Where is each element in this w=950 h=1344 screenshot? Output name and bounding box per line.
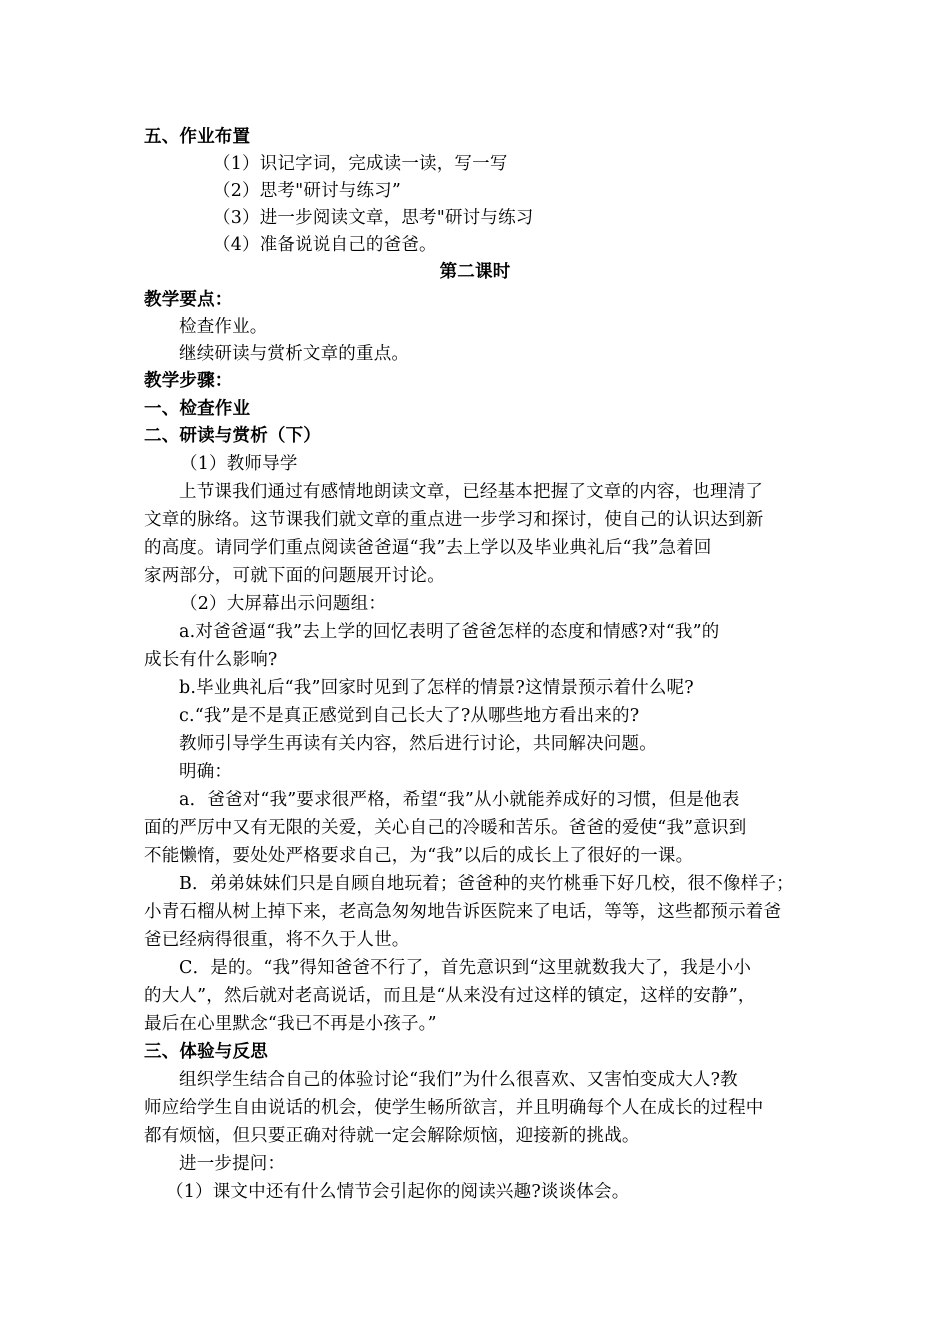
guide-paragraph-line: 上节课我们通过有感情地朗读文章，已经基本把握了文章的内容，也理清了 <box>179 482 764 502</box>
step2-title: 二、研读与赏析（下） <box>144 426 321 446</box>
screen-label: （2）大屏幕出示问题组： <box>180 594 387 614</box>
answer-b-line: B．弟弟妹妹们只是自顾自地玩着；爸爸种的夹竹桃垂下好几校，很不像样子； <box>179 874 794 894</box>
reflection-line: 都有烦恼，但只要正确对待就一定会解除烦恼，迎接新的挑战。 <box>144 1126 640 1146</box>
homework-item-4: （4）准备说说自己的爸爸。 <box>213 235 437 255</box>
answer-c-line: 最后在心里默念“我已不再是小孩子。” <box>144 1014 437 1034</box>
answer-b-line: 小青石榴从树上掉下来，老高急匆匆地告诉医院来了电话，等等，这些都预示着爸 <box>144 902 782 922</box>
guide-label: （1）教师导学 <box>180 454 298 474</box>
question-b: b.毕业典礼后“我”回家时见到了怎样的情景?这情景预示着什么呢? <box>179 678 694 698</box>
key-point-1: 检查作业。 <box>179 317 268 337</box>
homework-item-2: （2）思考"研讨与练习” <box>213 181 402 201</box>
step3-title: 三、体验与反思 <box>144 1042 268 1062</box>
answer-c-line: 的大人”，然后就对老高说话，而且是“从来没有过这样的镇定，这样的安静”， <box>144 986 756 1006</box>
guide-paragraph-line: 的高度。请同学们重点阅读爸爸逼“我”去上学以及毕业典礼后“我”急着回 <box>144 538 712 558</box>
clarify-label: 明确： <box>179 762 233 782</box>
answer-c-line: C．是的。“我”得知爸爸不行了，首先意识到“这里就数我大了，我是小小 <box>179 958 752 978</box>
reflection-line: 组织学生结合自己的体验讨论“我们”为什么很喜欢、又害怕变成大人?教 <box>179 1070 738 1090</box>
question-a-line: 成长有什么影响? <box>144 650 278 670</box>
further-questions-label: 进一步提问： <box>179 1154 286 1174</box>
steps-label: 教学步骤： <box>144 371 233 391</box>
step1-title: 一、检查作业 <box>144 399 251 419</box>
guide-paragraph-line: 文章的脉络。这节课我们就文章的重点进一步学习和探讨，使自己的认识达到新 <box>144 510 764 530</box>
section5-title: 五、作业布置 <box>144 127 251 147</box>
further-question-1: （1）课文中还有什么情节会引起你的阅读兴趣?谈谈体会。 <box>166 1182 630 1202</box>
homework-item-3: （3）进一步阅读文章，思考"研讨与练习 <box>213 208 534 228</box>
answer-a-line: 面的严厉中又有无限的关爱，关心自己的冷暖和苦乐。爸爸的爱使“我”意识到 <box>144 818 747 838</box>
answer-b-line: 爸已经病得很重，将不久于人世。 <box>144 930 410 950</box>
question-c: c.“我”是不是真正感觉到自己长大了?从哪些地方看出来的? <box>179 706 640 726</box>
answer-a-line: 不能懒惰，要处处严格要求自己，为“我”以后的成长上了很好的一课。 <box>144 846 694 866</box>
homework-item-1: （1）识记字词，完成读一读，写一写 <box>213 154 508 174</box>
key-points-label: 教学要点： <box>144 290 233 310</box>
lesson2-title: 第二课时 <box>439 262 511 282</box>
discussion-text: 教师引导学生再读有关内容，然后进行讨论，共同解决问题。 <box>179 734 657 754</box>
guide-paragraph-line: 家两部分，可就下面的问题展开讨论。 <box>144 566 445 586</box>
key-point-2: 继续研读与赏析文章的重点。 <box>179 344 410 364</box>
reflection-line: 师应给学生自由说话的机会，使学生畅所欲言，并且明确每个人在成长的过程中 <box>144 1098 764 1118</box>
answer-a-line: a．爸爸对“我”要求很严格，希望“我”从小就能养成好的习惯，但是他表 <box>179 790 740 810</box>
question-a-line: a.对爸爸逼“我”去上学的回忆表明了爸爸怎样的态度和情感?对“我”的 <box>179 622 720 642</box>
